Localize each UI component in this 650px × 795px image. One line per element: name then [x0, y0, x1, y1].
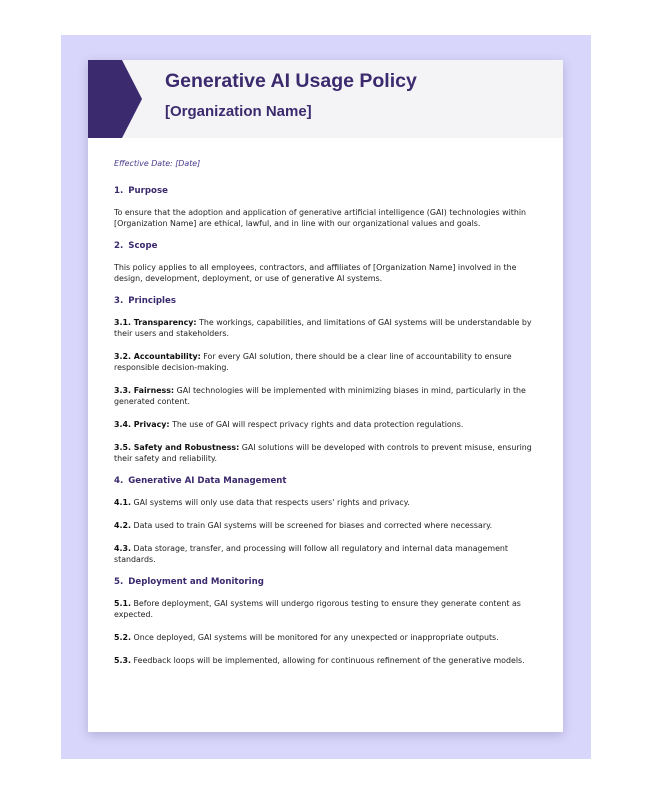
section-text: To ensure that the adoption and application of generative artificial intelligence (GAI) technologies within [Organization Name] are ethical, lawful, and in line with our organizational values and goals.: [114, 208, 527, 228]
section-deployment: [114, 577, 539, 666]
principle-item: 3.4. Privacy: The use of GAI will respect privacy rights and data protection regulations.: [114, 420, 464, 429]
principle-item: 3.1. Transparency: The workings, capabilities, and limitations of GAI systems will be understandable by their users and stakeholders.: [114, 318, 532, 338]
section-purpose: [114, 186, 539, 229]
principle-item: 3.5. Safety and Robustness: GAI solutions will be developed with controls to prevent misuse, ensuring their safety and reliability.: [114, 443, 532, 463]
principle-item: 3.2. Accountability: For every GAI solution, there should be a clear line of accountability to ensure responsible decision-making.: [114, 352, 512, 372]
document-header: [88, 60, 563, 138]
effective-date: Effective Date: [Date]: [114, 159, 201, 168]
list-item: 4.2. Data used to train GAI systems will be screened for biases and corrected where necessary.: [114, 521, 493, 530]
section-heading: 4. Generative AI Data Management: [114, 476, 287, 486]
section-scope: [114, 241, 539, 284]
section-heading: 5. Deployment and Monitoring: [114, 577, 264, 587]
list-item: 4.3. Data storage, transfer, and processing will follow all regulatory and internal data management standards.: [114, 544, 509, 564]
document-body: [114, 158, 539, 666]
section-text: This policy applies to all employees, contractors, and affiliates of [Organization Name] involved in the design, development, deployment, or use of generative AI systems.: [114, 263, 517, 283]
chevron-banner-icon: [88, 60, 142, 138]
section-heading: 1. Purpose: [114, 186, 168, 196]
document-subtitle: [Organization Name]: [165, 103, 312, 120]
section-data-management: [114, 476, 539, 565]
list-item: 4.1. GAI systems will only use data that respects users' rights and privacy.: [114, 498, 410, 507]
policy-document: [88, 60, 563, 732]
section-principles: [114, 296, 539, 464]
document-title: Generative AI Usage Policy: [165, 70, 417, 92]
list-item: 5.2. Once deployed, GAI systems will be monitored for any unexpected or inappropriate outputs.: [114, 633, 499, 642]
section-heading: 2. Scope: [114, 241, 158, 251]
list-item: 5.1. Before deployment, GAI systems will undergo rigorous testing to ensure they generate content as expected.: [114, 599, 521, 619]
principle-item: 3.3. Fairness: GAI technologies will be implemented with minimizing biases in mind, particularly in the generated content.: [114, 386, 526, 406]
list-item: 5.3. Feedback loops will be implemented, allowing for continuous refinement of the generative models.: [114, 656, 525, 665]
section-heading: 3. Principles: [114, 296, 176, 306]
